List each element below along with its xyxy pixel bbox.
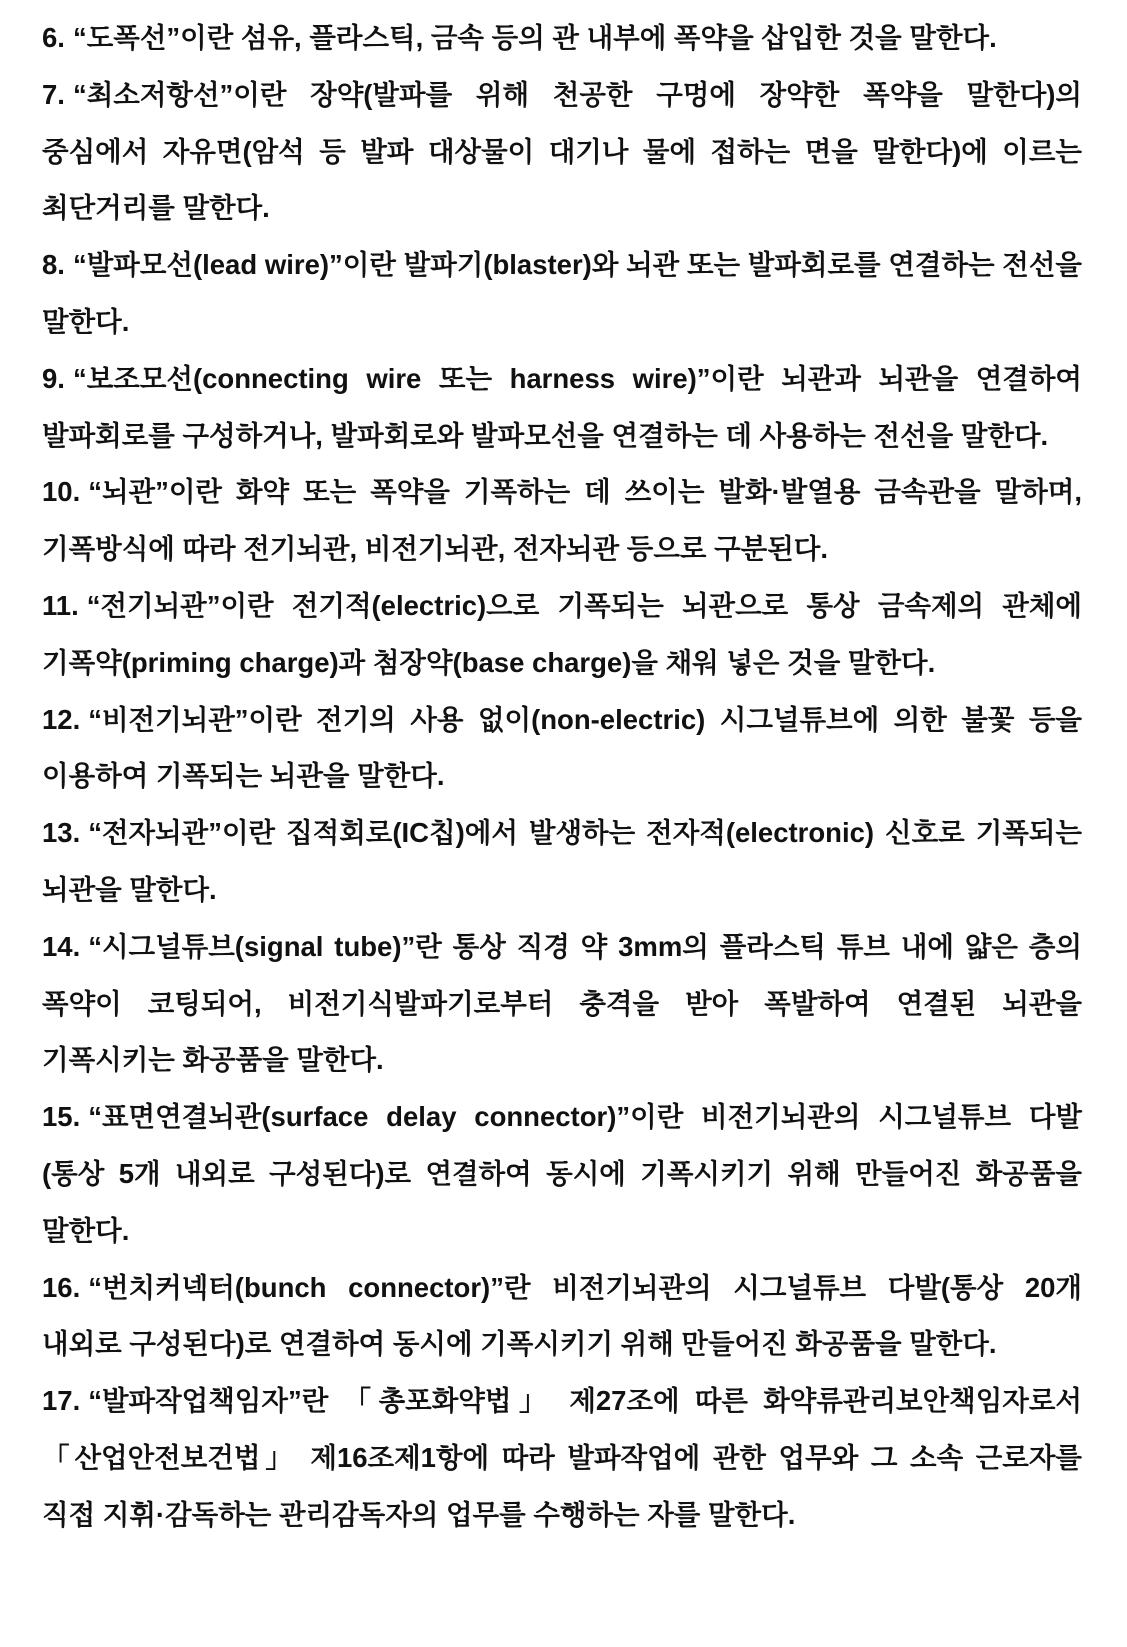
definition-item-14 [42,919,1082,1089]
definition-number: 12. [42,703,81,735]
definition-item-11 [42,578,1082,692]
definition-number: 6. [42,22,65,53]
definition-item-12 [42,692,1082,806]
definition-text: “발파작업책임자”란 「총포화약법」 제27조에 따른 화약류관리보안책임자로서 「산업안전보건법」 제16조제1항에 따라 발파작업에 관한 업무와 그 소속 근로자를 직접 지휘·감독하는 관리감독자의 업무를 수행하는 자를 말한다. [42,1385,1082,1530]
definition-text: “발파모선(lead wire)”이란 발파기(blaster)와 뇌관 또는 발파회로를 연결하는 전선을 말한다. [42,249,1082,337]
definition-text: “최소저항선”이란 장약(발파를 위해 천공한 구멍에 장약한 폭약을 말한다)의 중심에서 자유면(암석 등 발파 대상물이 대기나 물에 접하는 면을 말한다)에 이르는 최단거리를 말한다. [42,78,1082,224]
definition-item-8 [42,237,1082,351]
definition-number: 10. [42,476,81,508]
definition-item-7 [42,67,1082,237]
definition-text: “도폭선”이란 섬유, 플라스틱, 금속 등의 관 내부에 폭약을 삽입한 것을 말한다. [72,22,997,53]
definition-item-10 [42,464,1082,578]
definition-item-9 [42,351,1082,465]
definition-number: 13. [42,817,81,849]
definition-text: “뇌관”이란 화약 또는 폭약을 기폭하는 데 쓰이는 발화·발열용 금속관을 말하며, 기폭방식에 따라 전기뇌관, 비전기뇌관, 전자뇌관 등으로 구분된다. [42,476,1082,565]
definition-text: “전자뇌관”이란 집적회로(IC칩)에서 발생하는 전자적(electronic) 신호로 기폭되는 뇌관을 말한다. [42,817,1082,905]
definition-text: “비전기뇌관”이란 전기의 사용 없이(non-electric) 시그널튜브에 의한 불꽃 등을 이용하여 기폭되는 뇌관을 말한다. [42,703,1082,792]
definition-text: “전기뇌관”이란 전기적(electric)으로 기폭되는 뇌관으로 통상 금속제의 관체에 기폭약(priming charge)과 첨장약(base charge)을 채워 넣은 것을 말한다. [42,589,1082,678]
definition-number: 15. [42,1101,81,1133]
definition-number: 16. [42,1271,81,1303]
definition-number: 17. [42,1385,81,1417]
definition-number: 14. [42,930,81,962]
definition-item-17 [42,1373,1082,1543]
definition-text: “표면연결뇌관(surface delay connector)”이란 비전기뇌관의 시그널튜브 다발(통상 5개 내외로 구성된다)로 연결하여 동시에 기폭시키기 위해 만들어진 화공품을 말한다. [42,1101,1082,1246]
definition-number: 11. [42,589,79,621]
definition-number: 8. [42,249,65,281]
definition-item-13 [42,805,1082,919]
definition-number: 7. [42,78,65,110]
definition-item-6 [42,10,1082,67]
definition-item-16 [42,1260,1082,1374]
definition-text: “번치커넥터(bunch connector)”란 비전기뇌관의 시그널튜브 다발(통상 20개 내외로 구성된다)로 연결하여 동시에 기폭시키기 위해 만들어진 화공품을 말한다. [42,1271,1082,1360]
definition-item-15 [42,1089,1082,1259]
definition-text: “시그널튜브(signal tube)”란 통상 직경 약 3mm의 플라스틱 튜브 내에 얇은 층의 폭약이 코팅되어, 비전기식발파기로부터 충격을 받아 폭발하여 연결된 뇌관을 기폭시키는 화공품을 말한다. [42,930,1082,1076]
definition-number: 9. [42,362,65,394]
definitions-document [42,10,1082,1544]
definition-text: “보조모선(connecting wire 또는 harness wire)”이란 뇌관과 뇌관을 연결하여 발파회로를 구성하거나, 발파회로와 발파모선을 연결하는 데 사용하는 전선을 말한다. [42,362,1082,451]
